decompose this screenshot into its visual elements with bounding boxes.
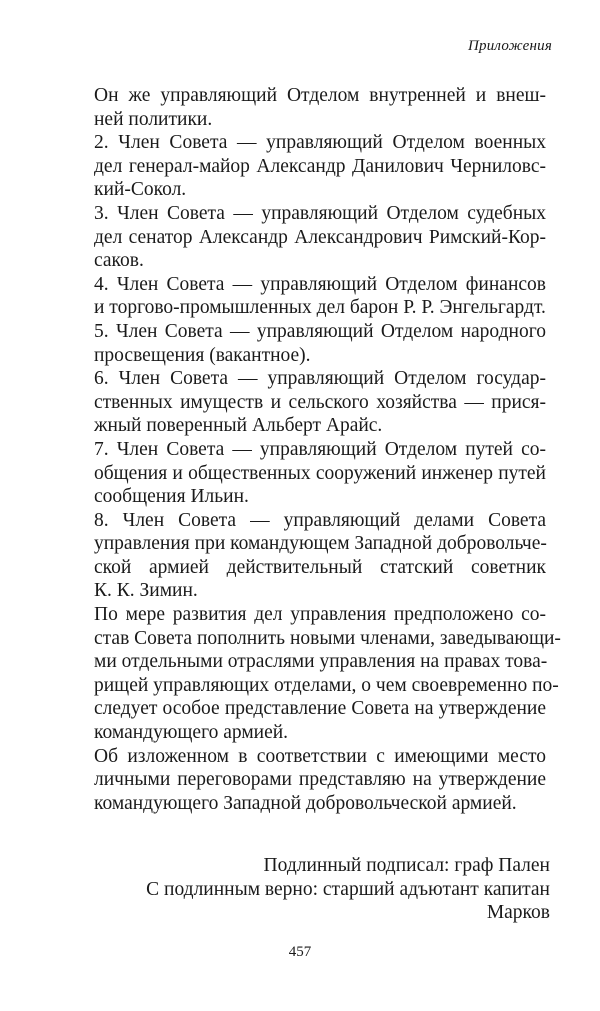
text-line: Об изложенном в соответствии с имеющими место — [94, 745, 546, 767]
paragraph-6 — [62, 367, 546, 438]
text-line: ней политики. — [94, 108, 213, 130]
text-line: 5. Член Совета — управляющий Отделом народного — [94, 320, 546, 342]
text-line: общения и общественных сооружений инженер путей — [94, 462, 546, 484]
text-line: саков. — [94, 250, 144, 272]
signature-signed-by: Подлинный подписал: граф Пален — [263, 855, 550, 876]
signature-block — [50, 854, 550, 925]
paragraph-5 — [62, 320, 546, 367]
text-line: 4. Член Совета — управляющий Отделом финансов — [94, 273, 546, 295]
paragraph-1 — [62, 84, 546, 131]
text-line: 3. Член Совета — управляющий Отделом судебных — [94, 202, 546, 224]
signature-certified: С подлинным верно: старший адъютант капитан — [146, 878, 550, 900]
text-line: К. К. Зимин. — [94, 580, 198, 602]
paragraph-8 — [62, 509, 546, 603]
running-header: Приложения — [467, 38, 552, 54]
text-line: управления при командующем Западной добровольче- — [94, 533, 547, 555]
text-line: ственных имуществ и сельского хозяйства — прися- — [94, 391, 546, 413]
text-line: 6. Член Совета — управляющий Отделом государ- — [94, 368, 546, 390]
text-line: и торгово-промышленных дел барон Р. Р. Энгельгардт. — [94, 297, 546, 319]
page-number: 457 — [288, 944, 312, 960]
paragraph-9 — [62, 603, 561, 745]
paragraph-3 — [62, 202, 546, 273]
text-line: рищей управляющих отделами, о чем своевременно по- — [94, 674, 559, 696]
paragraph-7 — [62, 438, 546, 509]
text-line: командующего Западной добровольческой армией. — [94, 792, 517, 814]
paragraph-10 — [62, 745, 546, 816]
text-line: ми отдельными отраслями управления на правах това- — [94, 651, 548, 673]
text-line: командующего армией. — [94, 722, 289, 744]
text-line: 7. Член Совета — управляющий Отделом путей со- — [94, 438, 546, 460]
text-line: личными переговорами представляю на утверждение — [94, 769, 546, 791]
paragraph-2 — [62, 131, 546, 202]
text-line: став Совета пополнить новыми членами, заведывающи- — [94, 627, 561, 649]
body-text — [62, 84, 561, 815]
text-line: дел генерал-майор Александр Данилович Черниловс- — [94, 155, 546, 177]
paragraph-4 — [62, 273, 546, 320]
text-line: сообщения Ильин. — [94, 486, 249, 508]
text-line: просвещения (вакантное). — [94, 344, 311, 366]
text-line: Он же управляющий Отделом внутренней и внеш- — [94, 85, 546, 106]
text-line: дел сенатор Александр Александрович Римский-Кор- — [94, 226, 546, 248]
text-line: По мере развития дел управления предположено со- — [94, 604, 546, 626]
text-line: следует особое представление Совета на утверждение — [94, 698, 546, 720]
text-line: жный поверенный Альберт Арайс. — [94, 415, 383, 437]
text-line: 8. Член Совета — управляющий делами Совета — [94, 509, 546, 531]
text-line: кий-Сокол. — [94, 179, 187, 201]
text-line: 2. Член Совета — управляющий Отделом военных — [94, 132, 546, 154]
text-line: ской армией действительный статский советник — [94, 556, 546, 578]
signature-name: Марков — [486, 902, 550, 924]
